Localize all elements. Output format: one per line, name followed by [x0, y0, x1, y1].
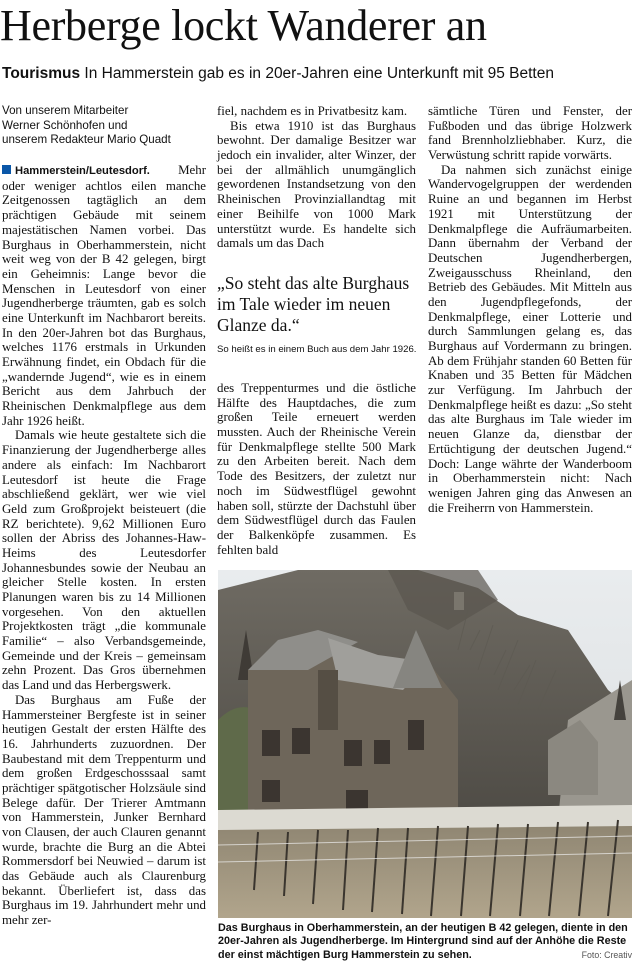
- burghaus-photo-icon: [218, 570, 632, 918]
- paragraph: sämtliche Türen und Fenster, der Fußboden und das übrige Holzwerk fand Brennholzliebhaber. Kurz, die Verwüstung schritt rapide vorwärts.: [428, 104, 632, 163]
- column-1: [2, 104, 206, 928]
- byline-line-3: unserem Redakteur Mario Quadt: [2, 133, 171, 147]
- pull-quote-source: So heißt es in einem Buch aus dem Jahr 1926.: [217, 344, 417, 355]
- headline: Herberge lockt Wanderer an: [0, 1, 487, 50]
- dateline-square-icon: [2, 165, 11, 174]
- byline-line-1: Von unserem Mitarbeiter: [2, 104, 129, 117]
- byline: [2, 104, 206, 148]
- paragraph: fiel, nachdem es in Privatbesitz kam.: [217, 104, 408, 118]
- column-2-top: [217, 104, 416, 251]
- paragraph: Das Burghaus am Fuße der Hammersteiner Bergfeste ist in seiner heutigen Gestalt der ersten Hälfte des 16. Jahrhunderts zuzuordnen. Der Baubestand mit dem Treppenturm und dem großen Erdgeschosssaal samt prächtiger spätgotischer Holzsäule sind Belege dafür. Der Trierer Amtmann von Hammerstein, Junker Bernhard von Clausen, der auch Clauren genannt wurde, brachte die Burg an die Abtei Rommersdorf bei Neuwied – darum ist das Gebäude auch als Claurenburg bekannt. Überliefert ist, dass das Burghaus im 19. Jahrhundert mehr und mehr zer-: [2, 692, 206, 928]
- column-3: [428, 104, 632, 515]
- paragraph: Da nahmen sich zunächst einige Wandervogelgruppen der werdenden Ruine an und begannen im Herbst 1921 mit Unterstützung der Denkmalpflege die Aufräumarbeiten. Dann übernahm der Verband der Deutschen Jugendherbergen, Zweigausschuss Rheinland, den Betrieb des Gebäudes. Mit Mitteln aus den Jugendpflegefonds, der Denkmalpflege, einer Lotterie und durch Sammlungen gelang es, das Burghaus auf Vordermann zu bringen. Ab dem Frühjahr standen 60 Betten für Knaben und 35 Betten für Mädchen zur Verfügung. Im Jahrbuch der Denkmalpflege heißt es dazu: „So steht das alte Burghaus im Tale wieder im neuen Glanze da, dienstbar der Ertüchtigung der deutschen Jugend.“ Doch: Lange währte der Wanderboom in Oberhammerstein nicht: Nach wenigen Jahren ging das Anwesen an die Freiherrn von Hammerstein.: [428, 162, 632, 515]
- subheadline-text: In Hammerstein gab es in 20er-Jahren eine Unterkunft mit 95 Betten: [84, 65, 554, 82]
- paragraph-text: Mehr oder weniger achtlos eilen manche Zeitgenossen tagtäglich an dem prächtigen Gebäude mit seinem majestätischen Namen vorbei. Das Burghaus in Oberhammerstein, nicht weit weg von der B 42 gelegen, birgt ein Geheimnis: Lange bevor die Menschen in Leutesdorf von einer Jugendherberge träumten, gab es solch eine Unterkunft im Nachbarort bereits. In den 20er-Jahren bot das Burghaus, welches 1176 erstmals in Urkunden Erwähnung findet, ein Obdach für die „wandernde Jugend“, wie es in einem Bericht aus dem Jahrbuch der Rheinischen Denkmalpflege aus dem Jahr 1926 heißt.: [2, 163, 206, 428]
- pull-quote-text: „So steht das alte Burghaus im Tale wieder im neuen Glanze da.“: [217, 273, 410, 335]
- photo-credit: Foto: Creativ: [581, 950, 632, 960]
- byline-line-2: Werner Schönhofen und: [2, 118, 128, 132]
- dateline: Hammerstein/Leutesdorf.: [15, 165, 150, 178]
- paragraph: Bis etwa 1910 ist das Burghaus bewohnt. Der damalige Besitzer war jedoch ein invalider, alter Winzer, der bei der allmählich unumgänglich gewordenen Instandsetzung von den Rheinischen Provinziallandtag mit einer Beihilfe von 1000 Mark unterstützt wurde. Es handelte sich damals um das Dach: [217, 118, 416, 251]
- pull-quote: [217, 273, 417, 355]
- photo-caption: Das Burghaus in Oberhammerstein, an der heutigen B 42 gelegen, diente in den 20er-Jahren als Jugendherberge. Im Hintergrund sind auf der Anhöhe die Reste der einst mächtigen Burg Hammerstein zu sehen.: [218, 922, 628, 961]
- paragraph: [2, 163, 206, 428]
- paragraph: Damals wie heute gestaltete sich die Finanzierung der Jugendherberge alles andere als einfach: Im Nachbarort Leutesdorf ist heute die Frage abschließend geklärt, wer wie viel Geld zum Großprojekt beisteuert (die RZ berichtete). 9,62 Millionen Euro sollen der Abriss des Johannes-Haw-Heims des Leutesdorfer Johannesbundes sowie der Neubau an gleicher Stelle kosten. In ersten Planungen waren bis zu 14 Millionen vorgesehen. Von den aktuellen Projektkosten trägt „die kommunale Familie“ – also Verbandsgemeinde, Gemeinde und der Kreis – gemeinsam zehn Prozent. Das Gros übernehmen das Land und das Herbergswerk.: [2, 428, 206, 693]
- subheadline: [2, 64, 632, 84]
- paragraph: des Treppenturmes und die östliche Hälfte des Hauptdaches, die zum großen Teile erneuert werden mussten. Auch der Rheinische Verein für Denkmalpflege stellte 500 Mark zu den Arbeiten bereit. Nach dem Tode des Besitzers, der zuletzt nur noch im Südwestflügel gewohnt haben soll, stürzte der Dachstuhl über dem Südwestflügel durch das Faulen der Balkenköpfe zusammen. Es fehlten bald: [217, 381, 416, 557]
- column-2-bottom: [217, 381, 416, 557]
- article-photo: [218, 570, 632, 918]
- kicker: Tourismus: [2, 65, 81, 82]
